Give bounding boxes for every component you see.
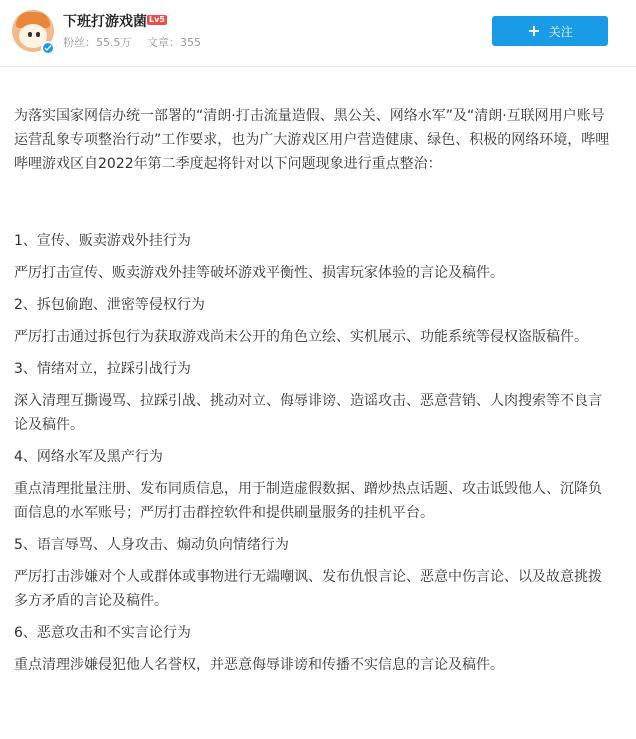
item-body: 严厉打击通过拆包行为获取游戏尚未公开的角色立绘、实机展示、功能系统等侵权盗版稿件。 (14, 329, 588, 345)
item-body: 深入清理互撕谩骂、拉踩引战、挑动对立、侮辱诽谤、造谣攻击、恶意营销、人肉搜索等不良言论及稿件。 (14, 393, 602, 433)
author-stats (63, 34, 201, 50)
fans-count: 粉丝：55.5万 (63, 36, 132, 49)
articles-count: 文章：355 (147, 36, 201, 49)
author-header (0, 0, 636, 67)
item-body: 重点清理涉嫌侵犯他人名誉权，并恶意侮辱诽谤和传播不实信息的言论及稿件。 (14, 657, 504, 673)
item-body: 严厉打击宣传、贩卖游戏外挂等破坏游戏平衡性、损害玩家体验的言论及稿件。 (14, 265, 504, 281)
article-intro: 为落实国家网信办统一部署的“清朗·打击流量造假、黑公关、网络水军”及“清朗·互联网用户账号运营乱象专项整治行动”工作要求，也为广大游戏区用户营造健康、绿色、积极的网络环境，哔哩哔哩游戏区自2022年第二季度起将针对以下问题现象进行重点整治： (14, 108, 610, 172)
avatar-eye (36, 32, 40, 37)
avatar-eye (28, 32, 32, 37)
item-body: 严厉打击涉嫌对个人或群体或事物进行无端嘲讽、发布仇恨言论、恶意中伤言论、以及故意挑拨多方矛盾的言论及稿件。 (14, 569, 602, 609)
follow-label: 关注 (548, 24, 573, 39)
plus-icon: + (527, 21, 541, 40)
item-body: 重点清理批量注册、发布同质信息，用于制造虚假数据、蹭炒热点话题、攻击诋毁他人、沉降负面信息的水军账号；严厉打击群控软件和提供刷量服务的挂机平台。 (14, 481, 602, 521)
item-title: 5、语言辱骂、人身攻击、煽动负向情绪行为 (14, 537, 289, 553)
item-title: 6、恶意攻击和不实言论行为 (14, 625, 191, 641)
follow-button[interactable] (492, 16, 608, 46)
verified-check-icon (41, 41, 55, 55)
level-badge: Lv5 (149, 15, 165, 24)
item-title: 3、情绪对立，拉踩引战行为 (14, 361, 191, 377)
article-content (14, 104, 614, 685)
item-title: 4、网络水军及黑产行为 (14, 449, 163, 465)
item-title: 1、宣传、贩卖游戏外挂行为 (14, 233, 191, 249)
author-name[interactable]: 下班打游戏菌 (63, 14, 147, 30)
item-title: 2、拆包偷跑、泄密等侵权行为 (14, 297, 205, 313)
